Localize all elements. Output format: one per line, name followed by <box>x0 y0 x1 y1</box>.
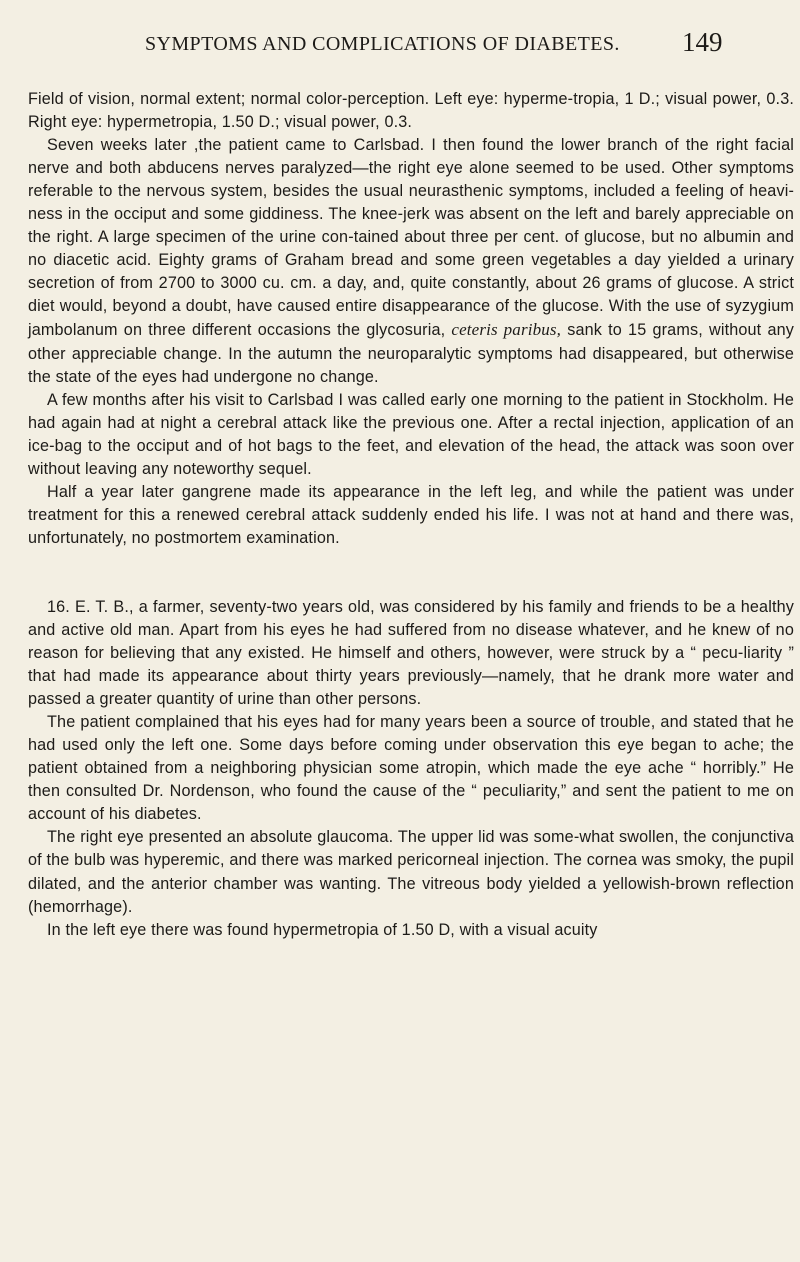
paragraph-stockholm: A few months after his visit to Carlsbad I was called early one morning to the patient in Stockholm. He had again had at night a cerebral attack like the previous one. After a rectal injection, application of an ice-bag to the occiput and of hot bags to the feet, and elevation of the head, the attack was soon over without leaving any noteworthy sequel. <box>28 390 794 478</box>
paragraph-carlsbad-text: Seven weeks later ,the patient came to Carlsbad. I then found the lower branch of the right facial nerve and both abducens nerves paralyzed—the right eye alone seemed to be used. Other symptoms referable to the nervous system, besides the usual neurasthenic symptoms, included a feeling of heavi-ness in the occiput and some giddiness. The knee-jerk was absent on the left and barely appreciable on the right. A large specimen of the urine con-tained about three per cent. of glucose, but no albumin and no diacetic acid. Eighty grams of Graham bread and some green vegetables a day yielded a urinary secretion of from 2700 to 3000 cu. cm. a day, and, quite constantly, about 26 grams of glucose. A strict diet would, beyond a doubt, have caused entire disappearance of the glucose. With the use of syzygium jambolanum on three different occasions the glycosuria, <box>28 136 794 340</box>
paragraph-carlsbad-visit <box>28 134 794 389</box>
italic-latin-phrase: ceteris paribus, <box>451 320 562 340</box>
chapter-title: SYMPTOMS AND COMPLICATIONS OF DIABETES. <box>145 33 620 55</box>
paragraph-gangrene: Half a year later gangrene made its appearance in the left leg, and while the patient was under treatment for this a renewed cerebral attack suddenly ended his life. I was not at hand and there was, unfortunately, no postmortem examination. <box>28 482 794 547</box>
book-page <box>28 0 795 939</box>
page-body <box>28 88 794 942</box>
paragraph-eye-complaint: The patient complained that his eyes had for many years been a source of trouble, and stated that he had used only the left one. Some days before coming under observation this eye began to ache; the patient obtained from a neighboring physician some atropin, which made the eye ache “ horribly.” He then consulted Dr. Nordenson, who found the cause of the “ peculiarity,” and sent the patient to me on account of his diabetes. <box>28 713 794 824</box>
running-head <box>28 0 794 62</box>
paragraph-case-16: 16. E. T. B., a farmer, seventy-two years old, was considered by his family and friends to be a healthy and active old man. Apart from his eyes he had suffered from no disease whatever, and he knew of no reason for believing that any existed. He himself and others, however, were struck by a “ pecu-liarity ” that had made its appearance about thirty years previously—namely, that he drank more water and passed a greater quantity of urine than other persons. <box>28 597 794 709</box>
paragraph-left-eye: In the left eye there was found hypermetropia of 1.50 D, with a visual acuity <box>47 920 598 939</box>
page-number: 149 <box>682 27 723 57</box>
paragraph-vision: Field of vision, normal extent; normal color-perception. Left eye: hyperme-tropia, 1 D.; visual power, 0.3. Right eye: hypermetropia, 1.50 D.; visual power, 0.3. <box>28 90 794 132</box>
paragraph-carlsbad-text-end: sank to 15 grams, without any other appreciable change. In the autumn the neuroparalytic symptoms had disappeared, but otherwise the state of the eyes had undergone no change. <box>28 321 795 386</box>
paragraph-right-eye: The right eye presented an absolute glaucoma. The upper lid was some-what swollen, the conjunctiva of the bulb was hyperemic, and there was marked pericorneal injection. The cornea was smoky, the pupil dilated, and the anterior chamber was wanting. The vitreous body yielded a yellowish-brown reflection (hemorrhage). <box>28 828 794 916</box>
